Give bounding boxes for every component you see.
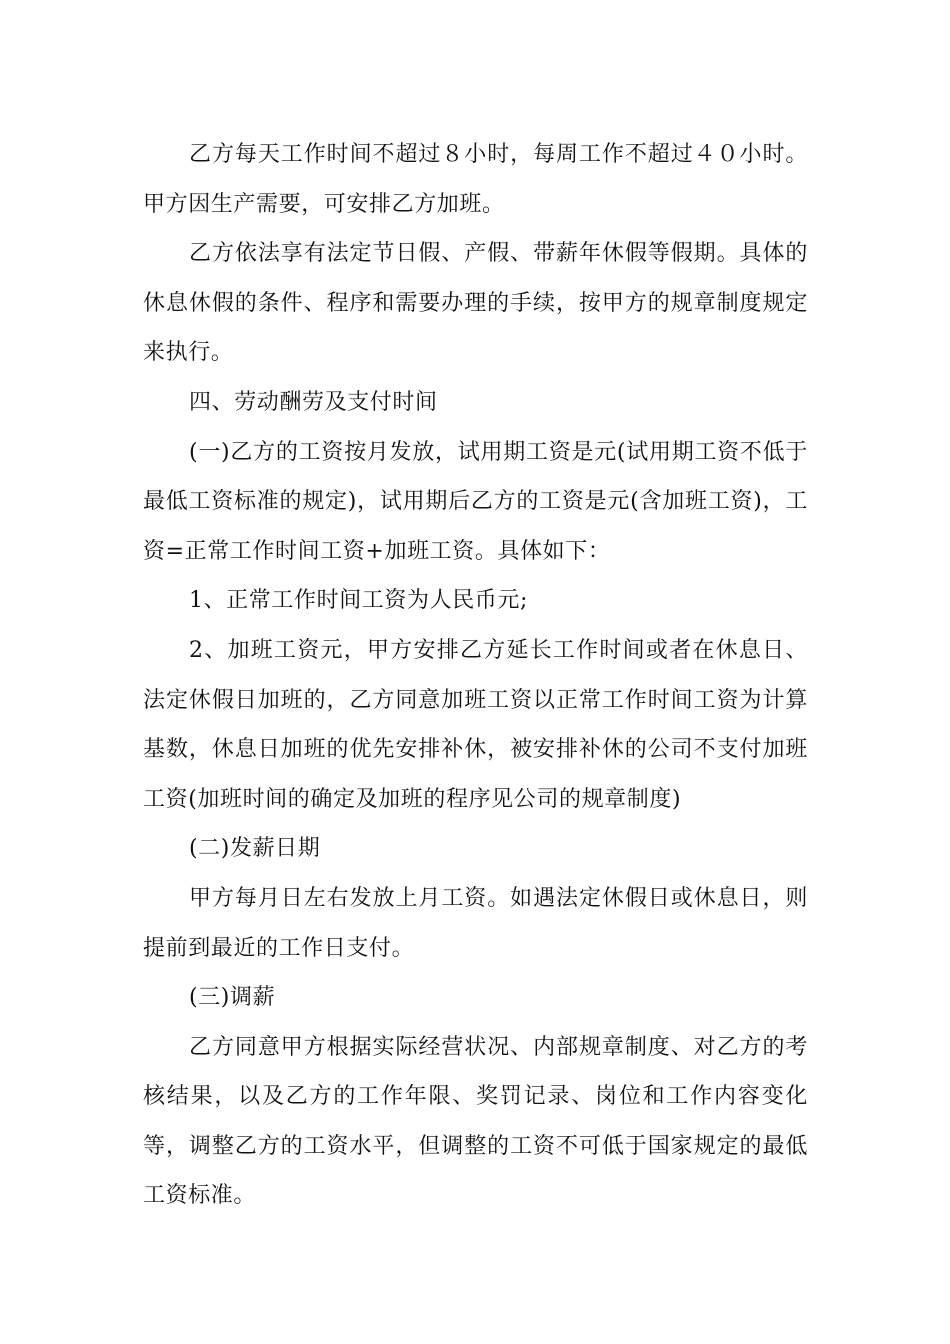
paragraph-adjustment: 乙方同意甲方根据实际经营状况、内部规章制度、对乙方的考核结果，以及乙方的工作年限、奖罚记录、岗位和工作内容变化等，调整乙方的工资水平，但调整的工资不可低于国家规定的最低工资标准。 [143,1034,808,1209]
paragraph-working-hours: 乙方每天工作时间不超过８小时，每周工作不超过４０小时。甲方因生产需要，可安排乙方加班。 [143,142,808,217]
section-heading-remuneration: 四、劳动酬劳及支付时间 [189,389,438,415]
subheading-adjustment: (三)调薪 [189,985,276,1011]
subheading-payday: (二)发薪日期 [189,836,321,862]
paragraph-overtime-wage: 2、加班工资元，甲方安排乙方延长工作时间或者在休息日、法定休假日加班的，乙方同意加班工资以正常工作时间工资为计算基数，休息日加班的优先安排补休，被安排补休的公司不支付加班工资(加班时间的确定及加班的程序见公司的规章制度) [143,637,808,812]
paragraph-payday: 甲方每月日左右发放上月工资。如遇法定休假日或休息日，则提前到最近的工作日支付。 [143,885,808,961]
paragraph-leave: 乙方依法享有法定节日假、产假、带薪年休假等假期。具体的休息休假的条件、程序和需要办理的手续，按甲方的规章制度规定来执行。 [143,241,808,366]
paragraph-normal-wage: 1、正常工作时间工资为人民币元; [189,588,529,614]
document-body [143,130,808,1221]
paragraph-salary: (一)乙方的工资按月发放，试用期工资是元(试用期工资不低于最低工资标准的规定)，试用期后乙方的工资是元(含加班工资)，工资=正常工作时间工资+加班工资。具体如下： [143,439,808,564]
